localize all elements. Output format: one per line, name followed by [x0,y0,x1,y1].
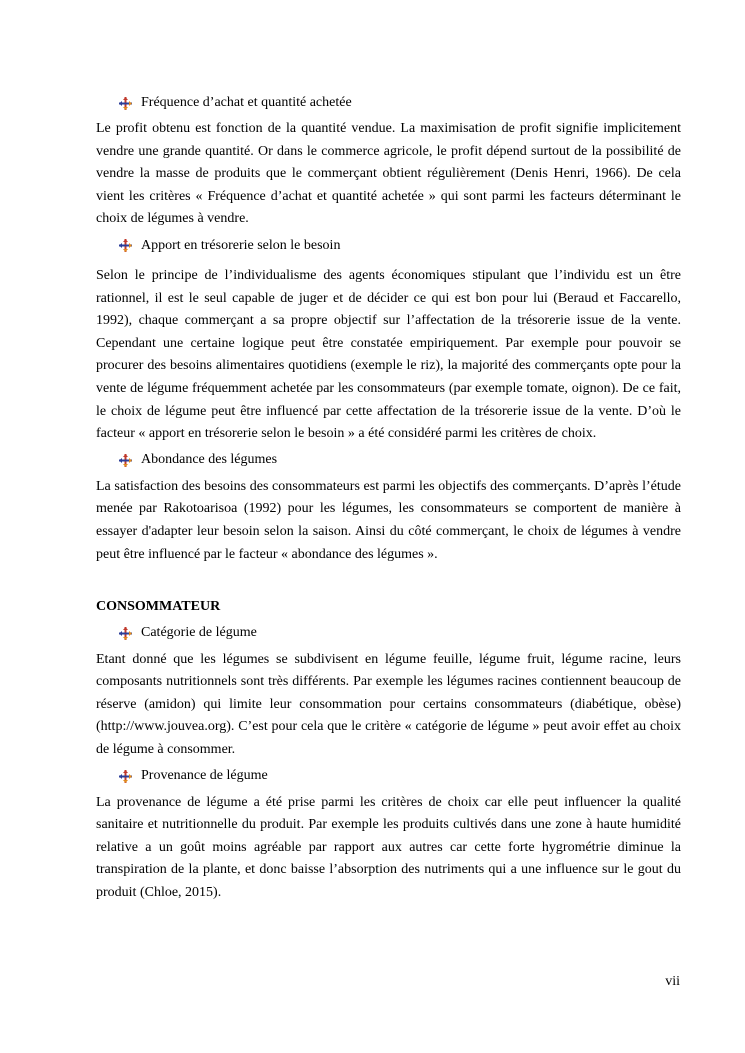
four-arrows-bullet-icon [119,239,132,252]
four-arrows-bullet-icon [119,627,132,640]
four-arrows-bullet-icon [119,454,132,467]
paragraph-satisfaction: La satisfaction des besoins des consommateurs est parmi les objectifs des commerçants. D’après l’étude menée par Rakotoarisoa (1992) pour les légumes, les consommateurs se comportent de manière à essayer d'adapter leur besoin selon la saison. Ainsi du côté commerçant, le choix de légumes à vendre peut être influencé par le facteur « abondance des légumes ». [96,478,681,562]
bullet-apport-tresorerie [119,235,681,257]
bullet-label: Catégorie de légume [141,625,257,641]
bullet-frequence-achat [119,92,681,114]
bullet-label: Apport en trésorerie selon le besoin [141,237,341,253]
four-arrows-bullet-icon [119,770,132,783]
paragraph-individualisme: Selon le principe de l’individualisme des agents économiques stipulant que l’individu est un être rationnel, il est le seul capable de juger et de décider ce qui est bon pour lui (Beraud et Faccarello, 1992), chaque commerçant a sa propre objectif sur l’affectation de la trésorerie issue de la vente. Cependant une certaine logique peut être constatée empiriquement. Par exemple pour pouvoir se procurer des besoins alimentaires quotidiens (exemple le riz), la majorité des commerçants opte pour la vente de légume fréquemment achetée par les consommateurs (par exemple tomate, oignon). De ce fait, le choix de légume peut être influencé par cette affectation de la trésorerie issue de la vente. D’où le facteur « apport en trésorerie selon le besoin » a été considéré parmi les critères de choix. [96,267,681,442]
section-heading-consommateur: CONSOMMATEUR [96,599,221,615]
paragraph-profit: Le profit obtenu est fonction de la quantité vendue. La maximisation de profit signifie implicitement vendre une grande quantité. Or dans le commerce agricole, le profit dépend surtout de la possibilité de vendre la masse de produits que le commerçant obtient régulièrement (Denis Henri, 1966). De cela vient les critères « Fréquence d’achat et quantité achetée » qui sont parmi les facteurs déterminant le choix de légumes à vendre. [96,121,681,227]
paragraph-categorie: Etant donné que les légumes se subdivisent en légume feuille, légume fruit, légume racine, leurs composants nutritionnels sont très différents. Par exemple les légumes racines contiennent beaucoup de réserve (amidon) qui limite leur consommation pour certains consommateurs (diabétique, obèse) (http://www.jouvea.org). C’est pour cela que le critère « catégorie de légume » peut avoir effet au choix de légume à consommer. [96,651,681,758]
bullet-label: Fréquence d’achat et quantité achetée [141,94,352,110]
bullet-abondance [119,450,681,472]
document-page [96,92,681,909]
page-number: vii [665,974,680,989]
bullet-label: Provenance de légume [141,768,268,784]
bullet-categorie [119,623,681,645]
bullet-provenance [119,766,681,788]
bullet-label: Abondance des légumes [141,452,278,468]
four-arrows-bullet-icon [119,97,132,110]
paragraph-provenance: La provenance de légume a été prise parmi les critères de choix car elle peut influencer la qualité sanitaire et nutritionnelle du produit. Par exemple les produits cultivés dans une zone à haute humidité relative a un goût moins agréable par rapport aux autres car cette forte hygrométrie diminue la transpiration de la plante, et donc baisse l’absorption des nutriments qui a une influence sur le gout du produit (Chloe, 2015). [96,794,681,901]
